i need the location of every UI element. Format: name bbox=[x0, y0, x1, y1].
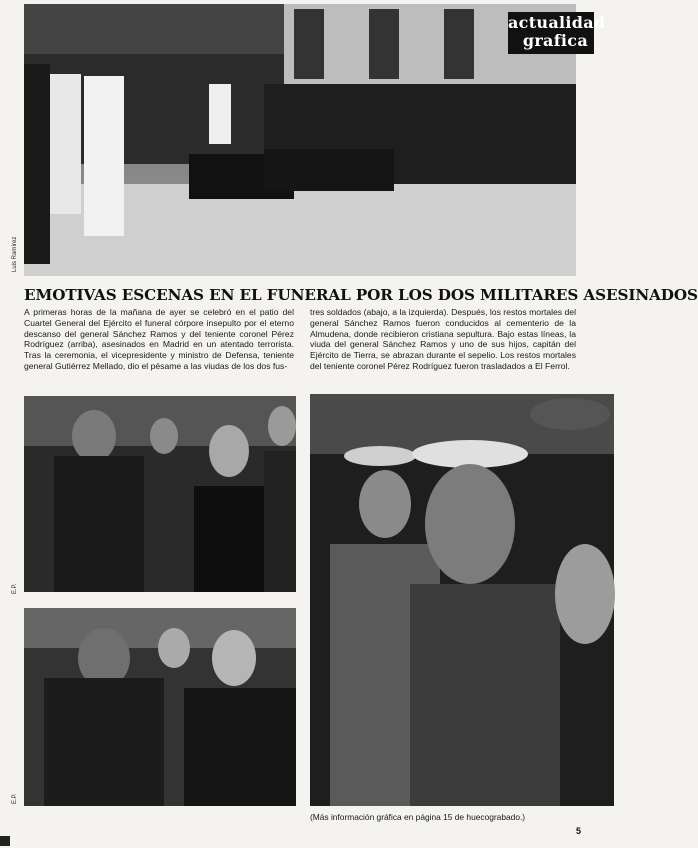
photo-condolences bbox=[24, 396, 296, 592]
section-tag-line2: grafica bbox=[522, 31, 588, 50]
headline: EMOTIVAS ESCENAS EN EL FUNERAL POR LOS DOS MILITARES ASESINADOS bbox=[24, 286, 698, 304]
section-tag bbox=[508, 12, 606, 54]
crop-mark bbox=[0, 836, 10, 846]
article-column-2: tres soldados (abajo, a la izquierda). Después, los restos mortales del general Sánchez Ramos fueron conducidos al cementerio de la Almudena, donde recibieron cristiana sepultura. Bajo estas líneas, la viuda del general Sánchez Ramos y uno de sus hijos, capitán del Ejército de Tierra, se abrazan durante el sepelio. Los restos mortales del teniente coronel Pérez Rodríguez fueron trasladados a El Ferrol. bbox=[310, 307, 576, 371]
section-tag-line1: actualidad bbox=[508, 13, 606, 32]
photo-funeral-courtyard bbox=[24, 4, 576, 276]
photo-credit-bottom-left: E.P. bbox=[12, 793, 18, 804]
photo-credit-mid-left: E.P. bbox=[12, 583, 18, 594]
caption-more-info: (Más información gráfica en página 15 de huecograbado.) bbox=[310, 812, 526, 822]
article-column-1: A primeras horas de la mañana de ayer se celebró en el patio del Cuartel General del Ejército el funeral córpore insepulto por el eterno descanso del general Sánchez Ramos y del teniente coronel Pérez Rodríguez (arriba), asesinados en Madrid en un atentado terrorista. Tras la ceremonia, el vicepresidente y ministro de Defensa, teniente general Gutiérrez Mellado, dio el pésame a las viudas de los dos fus- bbox=[24, 307, 294, 371]
photo-military-officers bbox=[310, 394, 614, 806]
photo-widow-embrace bbox=[24, 608, 296, 806]
page-number: 5 bbox=[576, 826, 582, 836]
photo-credit-top: Luis Ramírez bbox=[12, 236, 18, 272]
